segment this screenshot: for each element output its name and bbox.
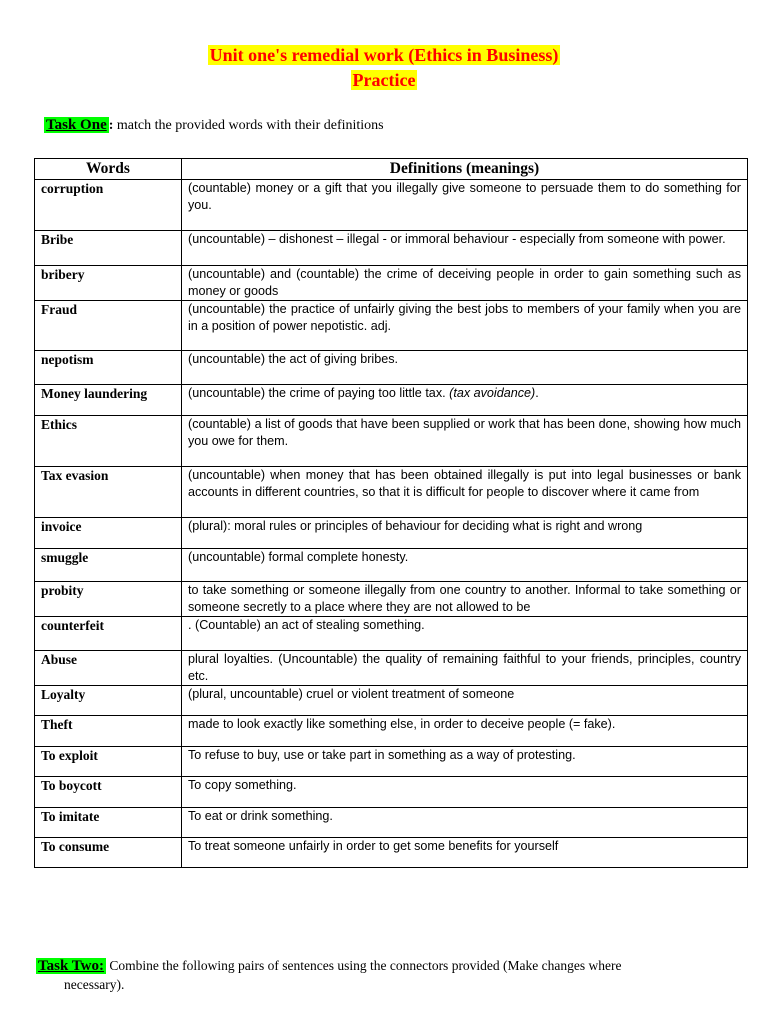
table-row <box>35 301 748 351</box>
word-cell: To consume <box>35 838 182 868</box>
task-one-heading: Task One : match the provided words with their definitions <box>46 117 384 133</box>
word-cell: Ethics <box>35 416 182 467</box>
task-two-heading <box>36 957 736 994</box>
table-row <box>35 651 748 686</box>
definition-cell: To treat someone unfairly in order to get some benefits for yourself <box>182 838 748 868</box>
table-row <box>35 180 748 231</box>
table-row <box>35 351 748 385</box>
words-definitions-table <box>34 158 748 868</box>
table-row <box>35 385 748 416</box>
table-row <box>35 416 748 467</box>
task-one-instruction: match the provided words with their definitions <box>113 118 384 133</box>
word-cell: Tax evasion <box>35 467 182 518</box>
word-cell: Theft <box>35 716 182 747</box>
table-row <box>35 266 748 301</box>
word-cell: To boycott <box>35 777 182 808</box>
definition-cell: to take something or someone illegally from one country to another. Informal to take something or someone secretly to a place where they are not allowed to be <box>182 582 748 617</box>
task-two-instruction: Combine the following pairs of sentences using the connectors provided (Make changes where <box>106 958 622 973</box>
task-two-label: Task Two: <box>38 958 105 974</box>
task-one-label: Task One <box>46 117 107 133</box>
definition-cell: To copy something. <box>182 777 748 808</box>
word-cell: To exploit <box>35 747 182 777</box>
word-cell: Loyalty <box>35 686 182 716</box>
word-cell: Bribe <box>35 231 182 266</box>
document-subtitle: Practice <box>352 70 416 90</box>
definition-cell: (countable) a list of goods that have been supplied or work that has been done, showing how much you owe for them. <box>182 416 748 467</box>
word-cell: Abuse <box>35 651 182 686</box>
definition-cell: (uncountable) the crime of paying too little tax. (tax avoidance). <box>182 385 748 416</box>
word-cell: corruption <box>35 180 182 231</box>
definition-cell: plural loyalties. (Uncountable) the quality of remaining faithful to your friends, principles, country etc. <box>182 651 748 686</box>
definition-cell: (uncountable) the practice of unfairly giving the best jobs to members of your family when you are in a position of power nepotistic. adj. <box>182 301 748 351</box>
definition-cell: (uncountable) the act of giving bribes. <box>182 351 748 385</box>
table-row <box>35 617 748 651</box>
table-row <box>35 716 748 747</box>
task-two-instruction-cont: necessary). <box>64 977 125 992</box>
table-row <box>35 467 748 518</box>
word-cell: bribery <box>35 266 182 301</box>
table-row <box>35 838 748 868</box>
word-cell: Fraud <box>35 301 182 351</box>
table-row <box>35 518 748 549</box>
definition-cell: . (Countable) an act of stealing something. <box>182 617 748 651</box>
table-row <box>35 231 748 266</box>
definition-cell: (uncountable) formal complete honesty. <box>182 549 748 582</box>
word-cell: counterfeit <box>35 617 182 651</box>
definitions-column-header: Definitions (meanings) <box>182 159 748 180</box>
definition-cell: (plural, uncountable) cruel or violent treatment of someone <box>182 686 748 716</box>
table-row <box>35 549 748 582</box>
definition-cell: (uncountable) – dishonest – illegal - or immoral behaviour - especially from someone with power. <box>182 231 748 266</box>
table-row <box>35 582 748 617</box>
definition-cell: To eat or drink something. <box>182 808 748 838</box>
definition-cell: (uncountable) and (countable) the crime of deceiving people in order to gain something such as money or goods <box>182 266 748 301</box>
word-cell: nepotism <box>35 351 182 385</box>
word-cell: smuggle <box>35 549 182 582</box>
document-title: Unit one's remedial work (Ethics in Business) <box>209 45 559 65</box>
word-cell: Money laundering <box>35 385 182 416</box>
table-row <box>35 777 748 808</box>
definition-cell: made to look exactly like something else, in order to deceive people (= fake). <box>182 716 748 747</box>
word-cell: probity <box>35 582 182 617</box>
word-cell: To imitate <box>35 808 182 838</box>
definition-cell: (plural): moral rules or principles of behaviour for deciding what is right and wrong <box>182 518 748 549</box>
table-row <box>35 747 748 777</box>
word-cell: invoice <box>35 518 182 549</box>
definition-cell: (uncountable) when money that has been obtained illegally is put into legal businesses or bank accounts in different countries, so that it is difficult for people to discover where it came from <box>182 467 748 518</box>
words-column-header: Words <box>35 159 182 180</box>
table-row <box>35 808 748 838</box>
definition-cell: To refuse to buy, use or take part in something as a way of protesting. <box>182 747 748 777</box>
definition-cell: (countable) money or a gift that you illegally give someone to persuade them to do something for you. <box>182 180 748 231</box>
table-row <box>35 686 748 716</box>
